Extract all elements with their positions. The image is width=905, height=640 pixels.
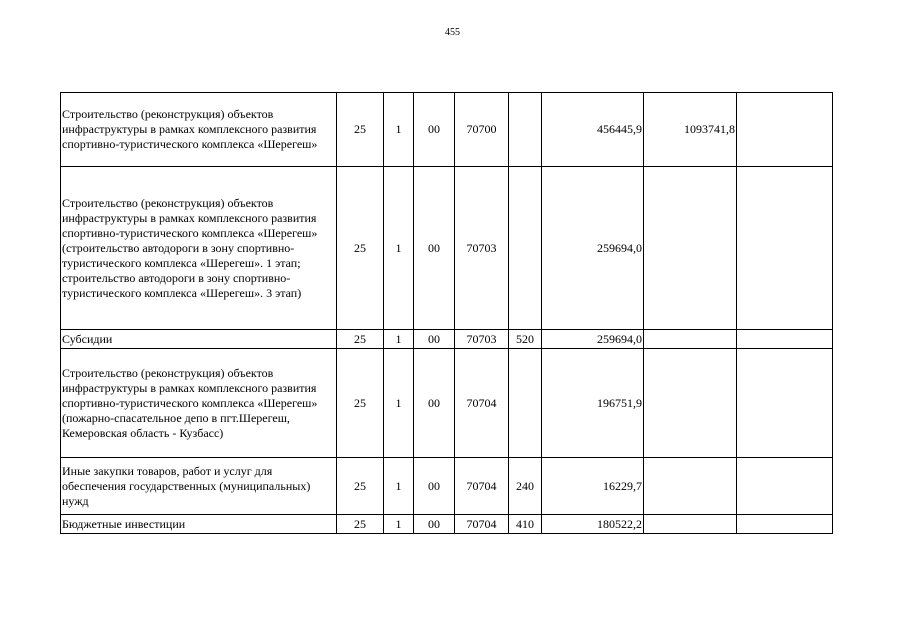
code-subprogram: 00 bbox=[414, 515, 455, 534]
amount-3 bbox=[737, 167, 833, 330]
table-row bbox=[61, 330, 833, 349]
code-subprogram: 00 bbox=[414, 458, 455, 515]
code-expense-type: 520 bbox=[509, 330, 542, 349]
amount-1: 196751,9 bbox=[542, 349, 644, 458]
amount-1: 180522,2 bbox=[542, 515, 644, 534]
table-row bbox=[61, 349, 833, 458]
code-subprogram: 00 bbox=[414, 349, 455, 458]
row-name: Субсидии bbox=[61, 330, 337, 349]
table-row bbox=[61, 167, 833, 330]
amount-3 bbox=[737, 93, 833, 167]
amount-1: 259694,0 bbox=[542, 330, 644, 349]
code-expense-type: 410 bbox=[509, 515, 542, 534]
row-name: Бюджетные инвестиции bbox=[61, 515, 337, 534]
amount-1: 16229,7 bbox=[542, 458, 644, 515]
code-ministry: 25 bbox=[337, 349, 384, 458]
table-row bbox=[61, 93, 833, 167]
code-direction: 70703 bbox=[455, 167, 509, 330]
amount-2 bbox=[644, 167, 737, 330]
row-name: Строительство (реконструкция) объектов инфраструктуры в рамках комплексного развития спортивно-туристического комплекса «Шерегеш» (пожарно-спасательное депо в пгт.Шерегеш, Кемеровская область - Кузбасс) bbox=[61, 349, 337, 458]
code-ministry: 25 bbox=[337, 330, 384, 349]
code-program: 1 bbox=[384, 349, 414, 458]
code-program: 1 bbox=[384, 515, 414, 534]
row-name: Строительство (реконструкция) объектов инфраструктуры в рамках комплексного развития спортивно-туристического комплекса «Шерегеш» (строительство автодороги в зону спортивно-туристического комплекса «Шерегеш». 1 этап; строительство автодороги в зону спортивно-туристического комплекса «Шерегеш». 3 этап) bbox=[61, 167, 337, 330]
amount-2: 1093741,8 bbox=[644, 93, 737, 167]
amount-2 bbox=[644, 330, 737, 349]
code-ministry: 25 bbox=[337, 515, 384, 534]
code-direction: 70704 bbox=[455, 458, 509, 515]
code-program: 1 bbox=[384, 458, 414, 515]
amount-1: 259694,0 bbox=[542, 167, 644, 330]
code-direction: 70704 bbox=[455, 515, 509, 534]
code-expense-type: 240 bbox=[509, 458, 542, 515]
amount-3 bbox=[737, 458, 833, 515]
budget-table bbox=[60, 92, 833, 534]
code-subprogram: 00 bbox=[414, 167, 455, 330]
row-name: Иные закупки товаров, работ и услуг для обеспечения государственных (муниципальных) нужд bbox=[61, 458, 337, 515]
amount-3 bbox=[737, 515, 833, 534]
code-direction: 70703 bbox=[455, 330, 509, 349]
code-expense-type bbox=[509, 93, 542, 167]
amount-3 bbox=[737, 349, 833, 458]
amount-2 bbox=[644, 349, 737, 458]
code-direction: 70700 bbox=[455, 93, 509, 167]
code-expense-type bbox=[509, 167, 542, 330]
amount-2 bbox=[644, 515, 737, 534]
code-ministry: 25 bbox=[337, 458, 384, 515]
code-ministry: 25 bbox=[337, 167, 384, 330]
amount-2 bbox=[644, 458, 737, 515]
row-name: Строительство (реконструкция) объектов инфраструктуры в рамках комплексного развития спортивно-туристического комплекса «Шерегеш» bbox=[61, 93, 337, 167]
code-subprogram: 00 bbox=[414, 330, 455, 349]
amount-1: 456445,9 bbox=[542, 93, 644, 167]
table-row bbox=[61, 515, 833, 534]
code-direction: 70704 bbox=[455, 349, 509, 458]
amount-3 bbox=[737, 330, 833, 349]
page-number: 455 bbox=[445, 27, 460, 38]
code-program: 1 bbox=[384, 167, 414, 330]
code-subprogram: 00 bbox=[414, 93, 455, 167]
code-program: 1 bbox=[384, 93, 414, 167]
code-ministry: 25 bbox=[337, 93, 384, 167]
code-program: 1 bbox=[384, 330, 414, 349]
table-row bbox=[61, 458, 833, 515]
code-expense-type bbox=[509, 349, 542, 458]
